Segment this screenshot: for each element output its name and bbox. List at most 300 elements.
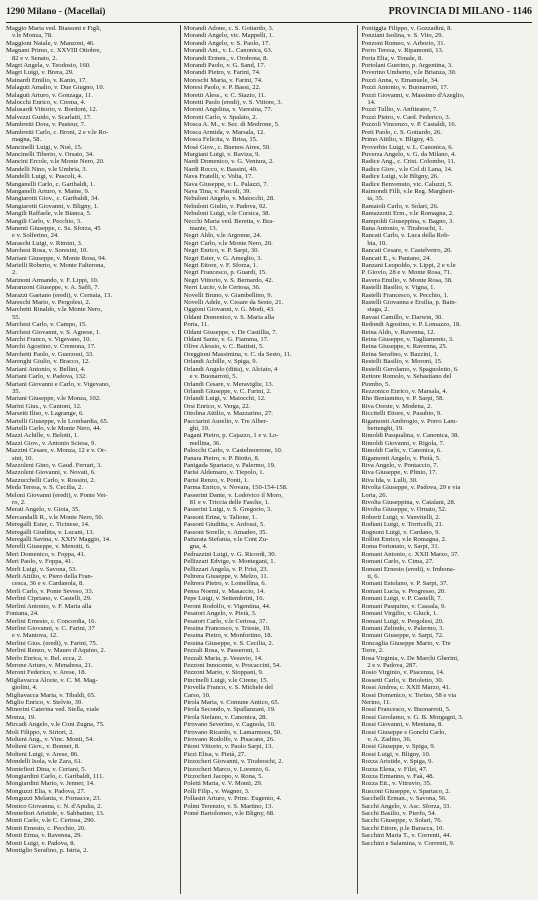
listing-entry: Mareschi Mario, v. Pergolesi, 2. bbox=[6, 299, 91, 307]
listing-entry: Panara Pietro, v. P. Biotto, 8. bbox=[183, 454, 260, 462]
listing-entry: Magri Angela, v. Teodosio, 160. bbox=[6, 62, 91, 70]
listing-entry: Olive Alessio, v. C. Battisti, 5. bbox=[183, 343, 264, 351]
listing-entry: Negri Vittorio, v. S. Bernardo, 42. bbox=[183, 276, 274, 284]
listing-entry: Morandi Pietro, v. Farini, 74. bbox=[183, 69, 261, 77]
listing-entry: Sacchi Ettore, p.le Baracca, 10. bbox=[361, 824, 445, 832]
listing-entry: gna, 4. bbox=[189, 543, 208, 551]
listing-entry: Martelli Carlo, v.le Monte Nero, 44. bbox=[6, 424, 102, 432]
listing-entry: Orlandi Cesare, v. Meraviglie, 13. bbox=[183, 380, 274, 388]
listing-entry: giolini, 4. bbox=[12, 684, 38, 692]
section-number: - 1146 bbox=[506, 6, 532, 17]
listing-entry: P. Giovio, 28 e v. Monte Rosa, 71. bbox=[361, 269, 452, 277]
listing-entry: mante, 13. bbox=[189, 224, 218, 232]
listing-entry: Nava Tina, v. Pascoli, 39. bbox=[183, 187, 251, 195]
listing-entry: e v. Solferino, 24. bbox=[12, 232, 59, 240]
listing-entry: Marchetti Paolo, v. Guerzoni, 33. bbox=[6, 350, 94, 358]
listing-entry: magna, 58. bbox=[12, 136, 42, 144]
listing-entry: Pozzi Giovanni, v. Massimo d'Azeglio, bbox=[361, 91, 465, 99]
listing-entry: Negri Carlo, v.le Monte Nero, 20. bbox=[183, 239, 273, 247]
listing-entry: Pirovano Severino, v. Cagnola, 10. bbox=[183, 721, 276, 729]
listing-entry: Rozza Ett., v. Vitruvio, 35. bbox=[361, 780, 432, 788]
listing-entry: Passerini Dante, v. Lodovico il Moro, bbox=[183, 491, 283, 499]
listing-entry: Malaguti Amalio, v. Due Giugno, 10. bbox=[6, 84, 105, 92]
listing-entry: Pozzi Anna, v. Emanuele, 34. bbox=[361, 76, 439, 84]
listing-entry: Mazzi Giov., v. Antonio Sciesa, 9. bbox=[6, 439, 96, 447]
listing-entry: Manganelli Carlo, c. Garibaldi, 1. bbox=[6, 180, 95, 188]
listing-entry: Mosca Armida, v. Marsala, 12. bbox=[183, 128, 265, 136]
listing-entry: Pessina Pietro, v. Monfortino, 18. bbox=[183, 632, 273, 640]
listing-entry: Rossi Giuseppe, v. Spiga, 9. bbox=[361, 743, 436, 751]
listing-entry: Murgiani Luigi, v. Raviza, 9. bbox=[183, 150, 261, 158]
listing-entry: Rossi Giovanni, v. Mentana, 8. bbox=[361, 721, 443, 729]
listing-entry: 82 e v. Senato, 2. bbox=[12, 54, 58, 62]
listing-entry: Negri Enrico, v. P. Sarpi, 30. bbox=[183, 247, 260, 255]
listing-entry: 14. bbox=[367, 99, 376, 107]
listing-entry: Romani Pasquino, v. Cassala, 9. bbox=[361, 602, 446, 610]
listing-entry: Rossi Gerolamo, v. G. B. Morgagni, 3. bbox=[361, 713, 464, 721]
listing-entry: Pirovano Ricardo, v. Lamarmora, 50. bbox=[183, 728, 282, 736]
listing-entry: Oldani Giuseppe, v. De Castillia, 7. bbox=[183, 328, 278, 336]
listing-entry: Riva Angelo, v. Pontaccio, 7. bbox=[361, 461, 439, 469]
listing-entry: Pacciarini Aurelio, v. Tre Alber- bbox=[183, 417, 269, 425]
listing-entry: Rimoldi Pasqualina, v. Canonica, 38. bbox=[361, 432, 460, 440]
listing-entry: e v. Mantova, 12. bbox=[12, 632, 58, 640]
listing-entry: Moroni Carlo, v. Spalato, 2. bbox=[183, 113, 258, 121]
listing-entry: Migliavacca Maria, v. Tibaldi, 65. bbox=[6, 691, 96, 699]
listing-entry: Polmi Terenzio, v. S. Martino, 13. bbox=[183, 802, 274, 810]
listing-entry: Piombo, 5. bbox=[361, 380, 391, 388]
listing-entry: Monti Erma, v. Ravenna, 29. bbox=[6, 832, 83, 840]
listing-entry: Orlandi Achille, v. Spiga, 9. bbox=[183, 358, 258, 366]
listing-entry: Rancati Cesare, v. Castelvetro, 20. bbox=[361, 247, 453, 255]
listing-entry: Orlandi Luigi, v. Maiocchi, 12. bbox=[183, 395, 266, 403]
listing-entry: Mangili Raffaele, v.le Bianca, 5. bbox=[6, 210, 92, 218]
listing-entry: Morandi Angelo, v. S. Paolo, 17. bbox=[183, 39, 271, 47]
listing-entry: 35. bbox=[12, 387, 21, 395]
listing-entry: Malaguti Arturo, v. Gonzaga, 11. bbox=[6, 91, 93, 99]
listing-entry: Restelli Gerolamo, v. Spagnoletto, 6. bbox=[361, 365, 459, 373]
listing-entry: Negri Aldo, v.le Argonne, 24. bbox=[183, 232, 262, 240]
listing-entry: Rossi Giuseppe e Gonchi Carlo, bbox=[361, 728, 447, 736]
page-header bbox=[6, 6, 532, 20]
listing-entry: Restelli Basilio, v. Moroni, 15. bbox=[361, 358, 443, 366]
listing-entry: Puverza Angelo, v. G. da Milano, 4. bbox=[361, 150, 456, 158]
listing-entry: Pepe Luigi, v. Settembrini, 16. bbox=[183, 595, 265, 603]
listing-entry: Passoni Erina, v. Talione, 1. bbox=[183, 513, 257, 521]
listing-entry: Rastelli Francesco, v. Pecchio, 1. bbox=[361, 291, 449, 299]
listing-entry: Rastelli Basilio, v. Vigna, 1. bbox=[361, 284, 436, 292]
listing-entry: Merlini Renzo, v. Mauro d'Aquino, 2. bbox=[6, 647, 106, 655]
listing-entry: 81 e v. Triccia delle Fasche, 1. bbox=[189, 499, 270, 506]
listing-entry: Rossi Andrea, c. XXII Marzo, 41. bbox=[361, 684, 451, 692]
listing-entry: Peltrera Giuseppe, v. Melzo, 11. bbox=[183, 573, 269, 581]
listing-entry: Porro Teresa, v. Ripamonti, 13. bbox=[361, 47, 444, 55]
listing-entry: Monti Ernesto, c. Pecchio, 20. bbox=[6, 824, 86, 832]
listing-entry: Rosa Virginia, v. De Marchi Gherini, bbox=[361, 654, 459, 662]
listing-entry: Porta, 11. bbox=[183, 321, 209, 329]
listing-entry: Nava Giuseppe, v. L. Palazzi, 7. bbox=[183, 180, 269, 188]
listing-entry: Moreschi Maria, v. Farini, 74. bbox=[183, 76, 263, 84]
listing-entry: Loria, 26. bbox=[361, 491, 388, 499]
listing-entry: Nerri Lucio, v.le Certosa, 36. bbox=[183, 284, 261, 292]
listing-entry: Rozza Ermanno, v. Faà, 48. bbox=[361, 773, 435, 781]
listing-entry: Palocchi Carlo, v. Castelmorrone, 10. bbox=[183, 447, 283, 455]
listing-entry: Monti Luigi, v. Padova, 8. bbox=[6, 839, 76, 847]
listing-entry: Meregalli Giuditta, v. Lucani, 13. bbox=[6, 528, 95, 536]
listing-entry: siaga, 2. bbox=[367, 306, 390, 314]
listing-entry: Mazzucchelli Carlo, v. Rossini, 2. bbox=[6, 476, 96, 484]
listing-entry: Orlandi Angelo (ditta), v. Alciato, 4 bbox=[183, 365, 278, 373]
listing-entry: Magri Luigi, v. Brera, 29. bbox=[6, 69, 74, 77]
page-number: 1290 bbox=[6, 7, 25, 17]
listing-entry: Mangili Carlo, v. Pecchio, 3. bbox=[6, 217, 82, 225]
listing-entry: Passerini Luigi, v. S. Gregorio, 3. bbox=[183, 506, 272, 514]
listing-entry: Romani Luigi, v. P. Castelli, 7. bbox=[361, 595, 443, 603]
listing-entry: Ottolina Attilio, v. Mazzarino, 27. bbox=[183, 410, 273, 418]
listing-entry: Mancinelli Tiberio, v. Orsato, 34. bbox=[6, 150, 94, 158]
listing-entry: 55. bbox=[12, 313, 21, 321]
listing-entry: Romani Carlo, v. Cima, 27. bbox=[361, 558, 434, 566]
listing-entry: Monguzzi Elia, v. Padova, 27. bbox=[6, 787, 86, 795]
listing-entry: Migliavacca Alcete, v. C. M. Mag- bbox=[6, 676, 98, 684]
listing-entry: Molteni Luigi, v. Arese, 86. bbox=[6, 750, 79, 758]
listing-entry: Pizzocheri Marco, v. Lorenzo, 6. bbox=[183, 765, 271, 773]
listing-entry: Pezzoni Innocente, v. Procaccini, 54. bbox=[183, 661, 282, 669]
listing-entry: Parisi Renzo, v. Ponti, 1. bbox=[183, 476, 249, 484]
listing-entry: Meri Domenico, v. Foppa, 41. bbox=[6, 550, 86, 558]
listing-entry: 2 e v. Padova, 287. bbox=[367, 661, 418, 669]
listing-entry: Rho Beniamino, v. P. Sarpi, 58. bbox=[361, 395, 445, 403]
listing-entry: Mosca A. M., v. Sez. di Modrone, 5. bbox=[183, 121, 280, 129]
listing-entry: Meregalli Savina, v. XXIV Maggio, 14. bbox=[6, 536, 111, 544]
listing-entry: Merelli Giuseppe, v. Menotti, 6. bbox=[6, 543, 91, 551]
listing-entry: Mariani Giuseppe, v.le Monza, 102. bbox=[6, 395, 101, 403]
listing-entry: Ranzani Leopoldo, v. Lippi, 2 e v.le bbox=[361, 262, 456, 269]
listing-column-2 bbox=[184, 25, 355, 894]
listing-entry: Fontana, 24. bbox=[6, 610, 39, 618]
listing-entry: Poverino Umberto, v.le Brianza, 30. bbox=[361, 69, 457, 77]
listing-entry: Passoni Sorelle, v. Amadeo, 35. bbox=[183, 528, 268, 536]
listing-entry: v.le Monza, 78. bbox=[12, 32, 53, 40]
listing-entry: Mandelli Luigi, v. Pascoli, 4. bbox=[6, 173, 83, 181]
listing-entry: Magnani Primo, c. XXVIII Ottobre, bbox=[6, 47, 102, 55]
listing-column-1 bbox=[6, 25, 177, 894]
listing-entry: Meroni Federico, v. Arese, 18. bbox=[6, 669, 87, 677]
listing-entry: Merlini Giovanni, v. C. Farini, 37 bbox=[6, 624, 95, 632]
listing-entry: Mangiarotti Giovanni, v. Bligny, 1. bbox=[6, 202, 99, 210]
listing-entry: Negri Francesco, p. Guardi, 15. bbox=[183, 269, 267, 277]
listing-entry: Necchi Maria ved. Beretta, v. Bra- bbox=[183, 217, 275, 225]
listing-entry: Pezzali Rosa, v. Passeroni, 1. bbox=[183, 647, 261, 655]
listing-entry: Moretti Paolo (eredi), v. S. Vittore, 3. bbox=[183, 99, 283, 107]
listing-entry: Pozzi Pietro, v. Card. Federico, 3. bbox=[361, 113, 451, 121]
listing-entry: Marenghi Giulio, v. Bracco, 12. bbox=[6, 358, 90, 366]
listing-entry: Nardi Domenico, v. G. Ventura, 2. bbox=[183, 158, 274, 166]
listing-entry: Pizzi Elisa, v. Pietà, 27. bbox=[183, 750, 246, 758]
listing-entry: Morandi Adone, c. S. Gottardo, 3. bbox=[183, 25, 274, 32]
category-label: - (Macellai) bbox=[58, 7, 106, 17]
listing-entry: Reina Giuseppe, v. Tagliamento, 3. bbox=[361, 336, 454, 344]
listing-entry: Rivolta Giuseppina, v. Catalani, 28. bbox=[361, 499, 456, 506]
listing-entry: Peltrera Pietro, v. Lomellina, 6. bbox=[183, 580, 267, 588]
listing-entry: Rana Antonio, v. Tiraboschi, 1. bbox=[361, 224, 444, 232]
listing-entry: Manenti Giuseppe, c. Ss. Sforza, 45 bbox=[6, 224, 101, 232]
listing-entry: Mambretti Dora, v. Pasteur, 7. bbox=[6, 121, 86, 129]
listing-entry: Mongiardini Carlo, c. Garibaldi, 111. bbox=[6, 773, 105, 781]
listing-entry: Mazzoleni Giovanni, v. Novati, 6. bbox=[6, 469, 96, 477]
listing-entry: Oreggioni Massimina, v. C. da Sesto, 11. bbox=[183, 350, 292, 358]
listing-entry: Rivolta Giuseppe, v. Ornato, 52. bbox=[361, 506, 447, 514]
listing-entry: Molteni Ang., v. Vinc. Monti, 54. bbox=[6, 736, 94, 743]
listing-entry: Sacchini Maria T., v. Correnti, 44. bbox=[361, 832, 452, 840]
listing-entry: ghi, 19. bbox=[189, 424, 210, 432]
listing-entry: Roma Fortunato, v. Sarpi, 31. bbox=[361, 543, 440, 551]
listing-entry: Mondelli Isola, v.le Zara, 61. bbox=[6, 758, 83, 766]
listing-entry: Mariani Carlo, v. Padova, 132. bbox=[6, 373, 87, 381]
listing-entry: Parisi Aldemaro, v. Tiepolo, 1. bbox=[183, 469, 265, 477]
listing-entry: ro, 2. bbox=[12, 499, 26, 506]
listing-entry: ti, 6. bbox=[367, 573, 380, 581]
listing-entry: Romani Antonio, c. XXII Marzo, 37. bbox=[361, 550, 459, 558]
listing-entry: Moroni Angelina, v. Varesina, 77. bbox=[183, 106, 273, 114]
listing-entry: Romani Ernesto (eredi), v. Imbona- bbox=[361, 565, 456, 573]
listing-entry: Pontiggia Filippo, v. Gozzadini, 8. bbox=[361, 25, 453, 32]
listing-entry: Riva Ida, v. Lulli, 30. bbox=[361, 476, 418, 484]
listing-entry: Nebuloni Angelo, v. Maiocchi, 28. bbox=[183, 195, 275, 203]
listing-entry: Mazzoleni Gino, v. Gaud. Ferrari, 3. bbox=[6, 461, 102, 469]
listing-entry: Orlandi Giuseppe, v. C. Farini, 2. bbox=[183, 387, 272, 395]
listing-entry: Orsi Enrico, v. Verga, 22. bbox=[183, 402, 251, 410]
listing-entry: Rodiani Luigi, v. Torricelli, 21. bbox=[361, 521, 444, 529]
listing-entry: Pincinelli Luigi, v.le Cirene, 15. bbox=[183, 676, 269, 684]
listing-entry: Pitoni Vittorio, v. Paolo Sarpi, 13. bbox=[183, 743, 274, 751]
listing-entry: Romani Virgilio, v. Gluck, 1. bbox=[361, 610, 438, 618]
listing-entry: Porta Elia, v. Tonale, 8. bbox=[361, 54, 423, 62]
listing-entry: Primo Attilio, v. Bligny, 43. bbox=[361, 136, 435, 144]
listing-entry: Raimondi Filli, v.le Reg. Margheri- bbox=[361, 187, 455, 195]
listing-entry: Rimoldi Carlo, v. Canonica, 6. bbox=[361, 447, 442, 455]
listing-entry: Monza, 19. bbox=[6, 713, 36, 721]
listing-entry: Rossi Francesco, v. Buonarroti, 5. bbox=[361, 706, 451, 714]
listing-entry: Torre, 2. bbox=[361, 647, 384, 655]
city-name: Milano bbox=[27, 7, 57, 17]
listing-entry: Oldani Domenico, v. S. Maria alla bbox=[183, 313, 275, 321]
listing-entry: Pozzoli Vincenzo, v. P. Castaldi, 16. bbox=[361, 121, 457, 129]
listing-entry: Merlini Antonio, v. F. Maria alla bbox=[6, 602, 92, 610]
listing-entry: Rusconi Giuseppe, v. Spartaco, 2. bbox=[361, 787, 451, 795]
listing-entry: Pizzocheri Giovanni, v. Tiraboschi, 2. bbox=[183, 758, 284, 766]
listing-entry: Pedrazzini Luigi, v. G. Ricordi, 30. bbox=[183, 550, 277, 558]
listing-entry: Ravera Emilio, v. Monte Rosa, 38. bbox=[361, 276, 453, 284]
listing-entry: Merlini Ernesto, c. Concordia, 16. bbox=[6, 617, 97, 625]
listing-entry: Radice Giov., v.le Col di Lana, 14. bbox=[361, 165, 453, 173]
listing-entry: Molteni Giov., v. Bonnet, 8. bbox=[6, 743, 80, 751]
listing-entry: Marazzi Gaetano (eredi), v. Cernaia, 13. bbox=[6, 291, 112, 299]
listing-entry: Merlo Enrica, v. Bel. ecca, 2. bbox=[6, 654, 83, 662]
listing-entry: Nebuloni Luigi, v.le Corsica, 38. bbox=[183, 210, 271, 218]
listing-entry: Mazzini Cesare, v. Monza, 12 e v. Or- bbox=[6, 447, 107, 455]
column-divider bbox=[180, 25, 181, 894]
listing-entry: Sacchi Basilio, v. Pierfo, 54. bbox=[361, 810, 437, 818]
listing-entry: Monguzzi Melania, v. Fornacce, 23. bbox=[6, 795, 102, 803]
listing-entry: cesca, 36 e v. Cardanola, 8. bbox=[12, 580, 84, 588]
listing-entry: Oldani Sante, v. G. Fiamma, 17. bbox=[183, 336, 269, 344]
listing-entry: e v. Buonarroti, 5. bbox=[189, 373, 238, 381]
listing-entry: Pensa Noemi, v. Masaccio, 14. bbox=[183, 587, 265, 595]
listing-entry: Mongiardini Mario, v. Jenner, 14. bbox=[6, 780, 95, 788]
listing-entry: Morandi Paolo, v. G. Sand, 17. bbox=[183, 62, 266, 70]
listing-entry: Polli Filip., v. Wagner, 3. bbox=[183, 787, 250, 795]
listing-entry: Ponziani Isolina, v. S. Vito, 29. bbox=[361, 32, 444, 40]
listing-entry: Moli Filippo, v. Sirtori, 2. bbox=[6, 728, 75, 736]
listing-entry: Marchesi Giovanni, v. S. Agnese, 1. bbox=[6, 328, 101, 336]
listing-entry: v. A. Zadino, 36. bbox=[367, 736, 412, 743]
listing-entry: Rognoni Luigi, v. Cardano, 9. bbox=[361, 528, 441, 536]
listing-columns bbox=[6, 25, 532, 894]
listing-entry: Rancati Carlo, v. Luca della Rob- bbox=[361, 232, 450, 240]
listing-entry: Rivolta Giuseppe, v. Padova, 29 e via bbox=[361, 484, 461, 492]
listing-entry: Parma Enrico, v. Novara, 150-154-158. bbox=[183, 484, 288, 492]
listing-entry: Merli Carlo, v. Ponte Seveso, 33. bbox=[6, 587, 94, 595]
listing-entry: Pomè Bartolomeo, v.le Bligny, 68. bbox=[183, 810, 275, 818]
listing-entry: Marchesi Rosa, v. Soresini, 10. bbox=[6, 247, 88, 255]
listing-entry: Morandi Ant., v. L. Canonica, 63. bbox=[183, 47, 273, 55]
listing-entry: Sacchini e Salamina, v. Correnti, 9. bbox=[361, 839, 455, 847]
listing-entry: Roberti Luigi, v. Vanvitelli, 2. bbox=[361, 513, 441, 521]
listing-entry: Rollini Enrico, v.le Romagna, 2. bbox=[361, 536, 447, 544]
listing-entry: Ramazzotti Erm., v.le Romagna, 2. bbox=[361, 210, 454, 218]
listing-entry: Rigamonti Ambrogio, v. Porro Lam- bbox=[361, 417, 458, 425]
listing-entry: Nerino, 11. bbox=[361, 698, 391, 706]
listing-entry: Morandi Angelo, vic. Mappelli, 1. bbox=[183, 32, 274, 40]
listing-entry: Montiglio Serafino, p. Istria, 2. bbox=[6, 847, 89, 855]
listing-entry: Novelli Adele, v. Cesare da Sesto, 21. bbox=[183, 299, 284, 307]
listing-entry: Poletti Maria, v. V. Monti, 29. bbox=[183, 780, 263, 788]
listing-entry: Mosè Giov., c. Buenos Aires, 50. bbox=[183, 143, 271, 151]
listing-entry: Sacchelli Erman., v. Savona, 56. bbox=[361, 795, 447, 803]
header-rule bbox=[6, 22, 532, 23]
listing-entry: Radice Luigi, v.le Bligny, 26. bbox=[361, 173, 439, 181]
listing-entry: Portolani Guerino, p. Argentina, 3. bbox=[361, 62, 453, 70]
listing-entry: Negri Ettore, v. F. Sforza, 1. bbox=[183, 262, 258, 269]
listing-entry: Maraschi Luigi, v. Rimini, 3. bbox=[6, 239, 83, 247]
listing-entry: Negri Ester, v. G. Ameglio, 3. bbox=[183, 254, 263, 262]
listing-entry: Pagani Pietro, p. Cajazzo, 1 e v. Lo- bbox=[183, 432, 279, 440]
listing-entry: Radice Ang., c. Crist. Colombo, 11. bbox=[361, 158, 456, 166]
listing-entry: ta, 35. bbox=[367, 195, 384, 203]
listing-entry: Marinoni Armando, v. F. Lippi, 10. bbox=[6, 276, 99, 284]
listing-entry: Manganelli Arturo, v. Maine, 9. bbox=[6, 187, 90, 195]
listing-entry: bia, 10. bbox=[367, 239, 387, 247]
listing-entry: Redondi Agostino, v. P. Lomazzo, 18. bbox=[361, 321, 461, 329]
header-left bbox=[6, 7, 105, 17]
listing-entry: Maranzoni Giuseppe, v. A. Saffi, 7. bbox=[6, 284, 100, 292]
listing-entry: Reina Giuseppe, v. Ravenna, 25. bbox=[361, 343, 448, 351]
listing-entry: Morandi Ermen., v. Orobona, 8. bbox=[183, 54, 269, 62]
listing-entry: Mangiarotti Giov., c. Garibaldi, 34. bbox=[6, 195, 100, 203]
listing-entry: Pezzoni Mario, v. Stoppani, 9. bbox=[183, 669, 264, 677]
listing-entry: Montefiori Dina, v. Ceriani, 5. bbox=[6, 765, 87, 773]
listing-entry: Pattarata Stefania, v.le Cont Zu- bbox=[183, 536, 269, 544]
listing-entry: Maggioni Natale, v. Manzoni, 46. bbox=[6, 39, 95, 47]
listing-entry: Roncaglia Giuseppe Mario, v. Tre bbox=[361, 639, 451, 647]
listing-entry: Merli Luigi, v. Savona, 53. bbox=[6, 565, 77, 573]
listing-entry: Montefiori Aristide, v. Sabbatino, 13. bbox=[6, 810, 105, 818]
listing-entry: Maggio Maria ved. Biassoni e Figli, bbox=[6, 25, 102, 32]
listing-entry: Rosio Virginio, v. Piacenza, 14. bbox=[361, 669, 445, 677]
header-right bbox=[389, 6, 532, 17]
listing-entry: Meri Paolo, v. Foppa, 41. bbox=[6, 558, 73, 566]
listing-entry: Romani Luigi, v. Pergolesi, 20. bbox=[361, 617, 444, 625]
listing-entry: bertenghi, 19. bbox=[367, 424, 404, 432]
listing-entry: Pozzi Tullio, v. Anfiteatro, 7. bbox=[361, 106, 438, 114]
listing-entry: Malusardi Vittorio, v. Bordoni, 12. bbox=[6, 106, 98, 114]
listing-entry: Pirovano Rodolfo, v. Pisacane, 26. bbox=[183, 736, 275, 743]
listing-entry: Nava Fratelli, v. Volta, 17. bbox=[183, 173, 253, 181]
listing-entry: Moretti Aless., v. C. Stazio, 11. bbox=[183, 91, 266, 99]
listing-entry: Reina Serafino, v. Bazzini, 1. bbox=[361, 350, 439, 358]
listing-entry: Pirola Stefano, v. Canonica, 28. bbox=[183, 713, 268, 721]
listing-entry: Merli Attilio, v. Piero della Fran- bbox=[6, 573, 93, 581]
listing-column-3 bbox=[361, 25, 532, 894]
listing-entry: Carso, 10. bbox=[183, 691, 211, 699]
listing-entry: Reina Aldo, v. Ravenna, 12. bbox=[361, 328, 436, 336]
listing-entry: Malocchi Enrico, v. Crema, 4. bbox=[6, 99, 86, 107]
listing-entry: Merone Arturo, v. Menabrea, 21. bbox=[6, 661, 93, 669]
listing-entry: Ravasi Camillo, v. Darwin, 30. bbox=[361, 313, 443, 321]
listing-entry: Rozza Aristide, v. Spiga, 9. bbox=[361, 758, 434, 766]
listing-entry: Nebuloni Giulio, v. Padova, 92. bbox=[183, 202, 268, 210]
listing-entry: Martelli Giuseppe, v.le Lombardia, 65. bbox=[6, 417, 109, 425]
listing-entry: Pesatori Angelo, v. Pietà, 3. bbox=[183, 610, 257, 618]
listing-entry: Preti Paolo, c. S. Gottardo, 26. bbox=[361, 128, 442, 136]
listing-entry: Pezzali Maria, p. Vesuvio, 14. bbox=[183, 654, 263, 662]
listing-entry: Romani Lucia, v. Progresso, 20. bbox=[361, 587, 446, 595]
listing-entry: Mosca Felicita, v. Brisa, 15. bbox=[183, 136, 258, 144]
listing-entry: Mariani Antonio, v. Bellini, 4. bbox=[6, 365, 86, 373]
listing-entry: Rossi Luigi, v. Bligny, 10. bbox=[361, 750, 431, 758]
listing-entry: Rigamonti Angelo, v. Pietà, 5. bbox=[361, 454, 441, 462]
listing-entry: Merati Angelo, v. Gioia, 35. bbox=[6, 506, 80, 514]
listing-entry: Pellizzari Edvige, v. Montegani, 1. bbox=[183, 558, 276, 566]
listing-entry: Marsetti Iliso, v. Lagrange, 6. bbox=[6, 410, 84, 418]
listing-entry: Rossi Domenico, v. Torino, 58 e via bbox=[361, 691, 457, 699]
listing-entry: Monti Carlo, v.le C. Certosa, 290. bbox=[6, 817, 96, 825]
listing-entry: sini, 10. bbox=[12, 454, 34, 462]
listing-entry: Pessina Giuseppe, v. S. Cecilia, 2. bbox=[183, 639, 274, 647]
listing-entry: Radice Benvenuto, vic. Caluzzi, 5. bbox=[361, 180, 453, 188]
listing-entry: Malvezzi Guido, v. Scarlatti, 17. bbox=[6, 113, 92, 121]
listing-entry: Mambretti Carlo, c. Broni, 2 e v.le Ro- bbox=[6, 128, 109, 136]
listing-entry: Pesatori Carlo, v.le Certosa, 37. bbox=[183, 617, 268, 625]
listing-entry: Meregalli Ester, c. Ticinese, 14. bbox=[6, 521, 90, 529]
column-divider bbox=[357, 25, 358, 894]
listing-entry: Romani Estolano, v. P. Sarpi, 37. bbox=[361, 580, 449, 588]
listing-entry: Peroni Rodolfo, v. Vigentina, 44. bbox=[183, 602, 271, 610]
listing-entry: Ramaioli Carlo, v. Solari, 26. bbox=[361, 202, 439, 210]
listing-entry: Rampoldi Giuseppina, v. Bagno, 3. bbox=[361, 217, 454, 225]
listing-entry: Marchetti Rinaldo, v.le Monte Nero, bbox=[6, 306, 103, 314]
listing-entry: Novelli Bruno, v. Giambellino, 9. bbox=[183, 291, 273, 299]
listing-entry: Rozza Elena, v. Filzi, 47. bbox=[361, 765, 428, 773]
listing-entry: Pirola Maria, v. Comune Antico, 65. bbox=[183, 698, 280, 706]
listing-entry: Mancinelli Luigi, v. Noè, 15. bbox=[6, 143, 83, 151]
listing-entry: Minorini Caterina ved. Stella, viale bbox=[6, 706, 100, 714]
listing-entry: Rancati E., v. Pantano, 24. bbox=[361, 254, 432, 262]
listing-entry: mellina, 36. bbox=[189, 439, 221, 447]
listing-entry: Oggioni Giovanni, v. G. Modi, 43. bbox=[183, 306, 275, 314]
listing-entry: Romani Giuseppe, v. Sarpi, 72. bbox=[361, 632, 444, 640]
